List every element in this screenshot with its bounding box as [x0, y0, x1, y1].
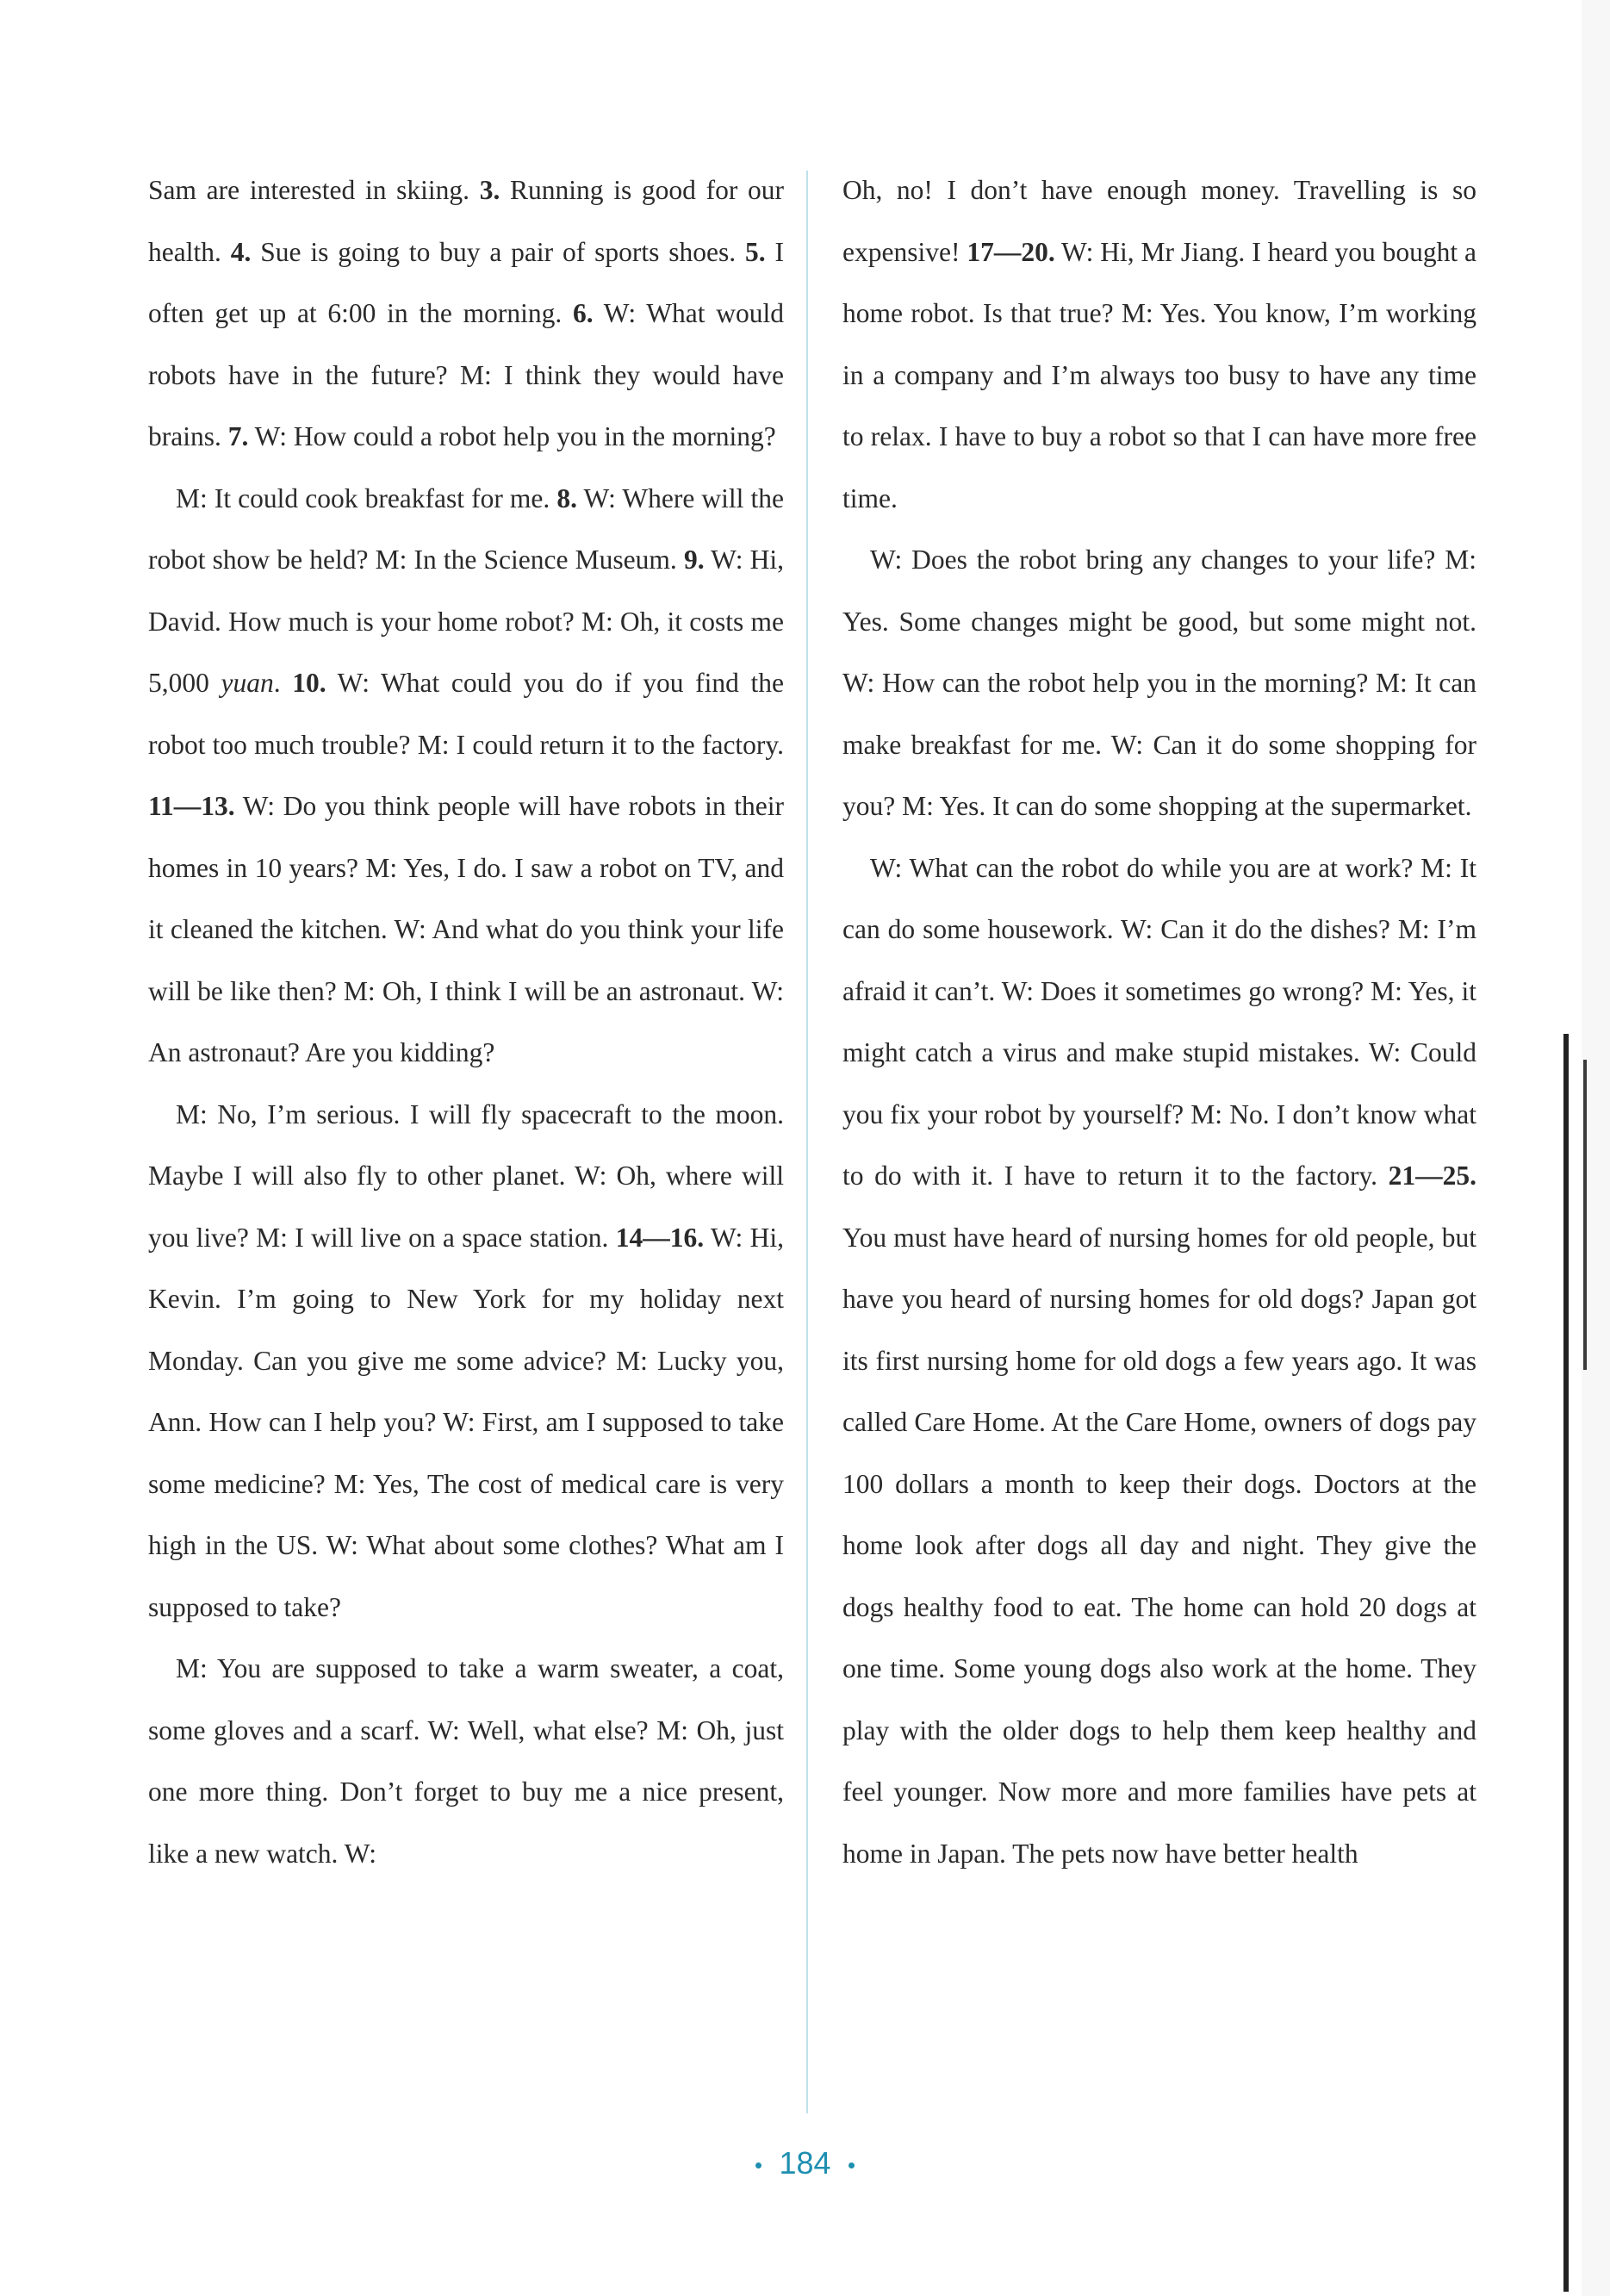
right-text-column: [842, 159, 1476, 1884]
paragraph: [148, 1638, 784, 1884]
text-segment: W: What could you do if you find the robot too much trouble? M: I could return it to the factory.: [148, 668, 785, 760]
text-segment: W: What can the robot do while you are at work? M: It can do some housework. W: Can it do the dishes? M: I’m afraid it can’t. W: Does it sometimes go wrong? M: Yes, it might catch a virus and make stupid mistakes. W: Could you fix your robot by yourself? M: No. I don’t know what to do with it. I have to return it to the factory.: [842, 852, 1476, 1191]
text-segment: W: Hi, David. How much is your home robot? M: Oh, it costs me 5,000: [148, 544, 785, 698]
page-number-right-dot: [849, 2162, 855, 2168]
paragraph: [148, 468, 784, 1084]
text-segment: .: [273, 668, 293, 698]
italic-text: yuan: [221, 668, 274, 698]
question-number: 14—16.: [615, 1222, 705, 1253]
page-number: [0, 2145, 1610, 2181]
question-number: 21—25.: [1388, 1160, 1476, 1191]
question-number: 11—13.: [148, 791, 235, 821]
question-number: 8.: [556, 482, 578, 513]
binding-mark: [1583, 1060, 1587, 1370]
text-segment: You must have heard of nursing homes for old people, but have you heard of nursing homes for old dogs? Japan got its first nursing home for old dogs a few years ago. It was called Care Home. At the Care Home, owners of dogs pay 100 dollars a month to keep their dogs. Doctors at the home look after dogs all day and night. They give the dogs healthy food to eat. The home can hold 20 dogs at one time. Some young dogs also work at the home. They play with the older dogs to help them keep healthy and feel younger. Now more and more families have pets at home in Japan. The pets now have better health: [842, 1222, 1476, 1869]
text-segment: W: Where will the robot show be held? M: In the Science Museum.: [148, 482, 784, 575]
page-number-left-dot: [755, 2162, 761, 2168]
text-segment: W: What would robots have in the future? M: I think they would have brains.: [148, 298, 784, 451]
paragraph: [842, 837, 1476, 1885]
left-text-column: [148, 159, 784, 1884]
text-segment: M: No, I’m serious. I will fly spacecraft to the moon. Maybe I will also fly to other planet. W: Oh, where will you live? M: I will live on a space station.: [148, 1098, 784, 1253]
paragraph: [842, 159, 1476, 529]
column-divider: [806, 171, 808, 2113]
page-number-value: 184: [779, 2145, 831, 2181]
text-segment: W: Does the robot bring any changes to your life? M: Yes. Some changes might be good, but some might not. W: How can the robot help you in the morning? M: It can make breakfast for me. W: Can it do some shopping for you? M: Yes. It can do some shopping at the supermarket.: [842, 544, 1476, 821]
question-number: 7.: [227, 421, 249, 451]
question-number: 5.: [745, 236, 766, 267]
question-number: 4.: [230, 236, 252, 267]
question-number: 3.: [479, 175, 500, 205]
question-number: 10.: [292, 668, 326, 698]
paragraph: [148, 1084, 784, 1639]
question-number: 9.: [683, 544, 705, 575]
question-number: 6.: [573, 298, 594, 328]
text-segment: W: Do you think people will have robots in their homes in 10 years? M: Yes, I do. I saw a robot on TV, and it cleaned the kitchen. W: And what do you think your life will be like then? M: Oh, I think I will be an astronaut. W: An astronaut? Are you kidding?: [148, 791, 784, 1067]
text-segment: Oh, no! I don’t have enough money. Travelling is so expensive!: [842, 175, 1476, 267]
text-segment: W: Hi, Kevin. I’m going to New York for my holiday next Monday. Can you give me some advice? M: Lucky you, Ann. How can I help you? W: First, am I supposed to take some medicine? M: Yes, The cost of medical care is very high in the US. W: What about some clothes? What am I supposed to take?: [148, 1222, 784, 1622]
text-segment: I often get up at 6:00 in the morning.: [148, 236, 785, 328]
text-segment: M: It could cook breakfast for me.: [176, 482, 557, 513]
text-segment: Sam are interested in skiing.: [148, 175, 480, 205]
text-segment: W: Hi, Mr Jiang. I heard you bought a home robot. Is that true? M: Yes. You know, I’m working in a company and I’m always too busy to have any time to relax. I have to buy a robot so that I can have more free time.: [842, 236, 1476, 513]
text-segment: Running is good for our health.: [148, 175, 784, 267]
page-binding-edge: [1563, 1034, 1569, 2292]
text-segment: Sue is going to buy a pair of sports shoes.: [251, 236, 746, 267]
text-segment: M: You are supposed to take a warm sweater, a coat, some gloves and a scarf. W: Well, what else? M: Oh, just one more thing. Don’t forget to buy me a nice present, like a new watch. W:: [148, 1653, 784, 1869]
question-number: 17—20.: [967, 236, 1055, 267]
paragraph: [842, 529, 1476, 837]
text-segment: W: How could a robot help you in the morning?: [248, 421, 776, 451]
paragraph: [148, 159, 784, 468]
